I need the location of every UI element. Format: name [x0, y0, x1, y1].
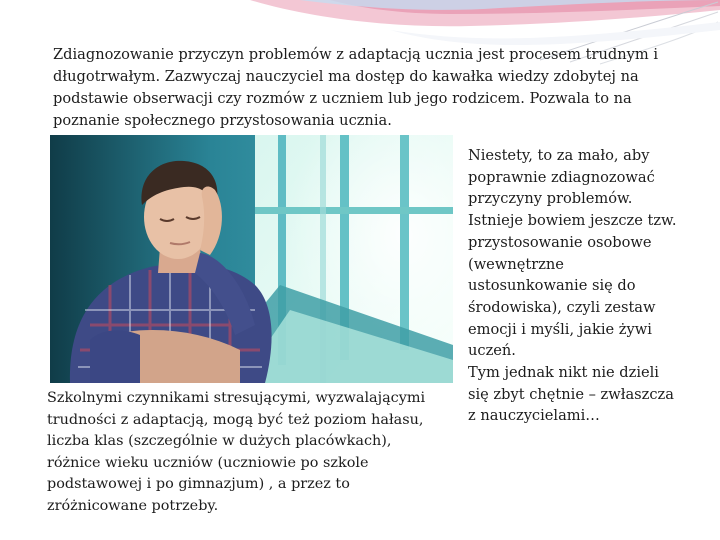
student-by-window-image	[50, 135, 453, 383]
caption-paragraph: Szkolnymi czynnikami stresującymi, wyzwalającymi trudności z adaptacją, mogą być też poziom hałasu, liczba klas (szczególnie w dużych placówkach), różnice wieku uczniów (uczniowie po szkole podstawowej i po gimnazjum) , a przez to zróżnicowane potrzeby.	[47, 390, 426, 514]
side-paragraph-2: Tym jednak nikt nie dzieli się zbyt chętnie – zwłaszcza z nauczycielami…	[468, 364, 674, 425]
side-paragraph-1: Niestety, to za mało, aby poprawnie zdiagnozować przyczyny problemów. Istnieje bowiem jeszcze tzw. przystosowanie osobowe (wewnętrzne ustosunkowanie się do środowiska), czyli zestaw emocji i myśli, jakie żywi uczeń.	[468, 147, 677, 360]
student-photo	[50, 135, 453, 383]
side-text	[468, 145, 683, 427]
intro-paragraph: Zdiagnozowanie przyczyn problemów z adaptacją ucznia jest procesem trudnym i długotrwałym. Zazwyczaj nauczyciel ma dostęp do kawałka wiedzy zdobytej na podstawie obserwacji czy rozmów z uczniem lub jego rodzicem. Pozwala to na poznanie społecznego przystosowania ucznia.	[53, 46, 659, 129]
